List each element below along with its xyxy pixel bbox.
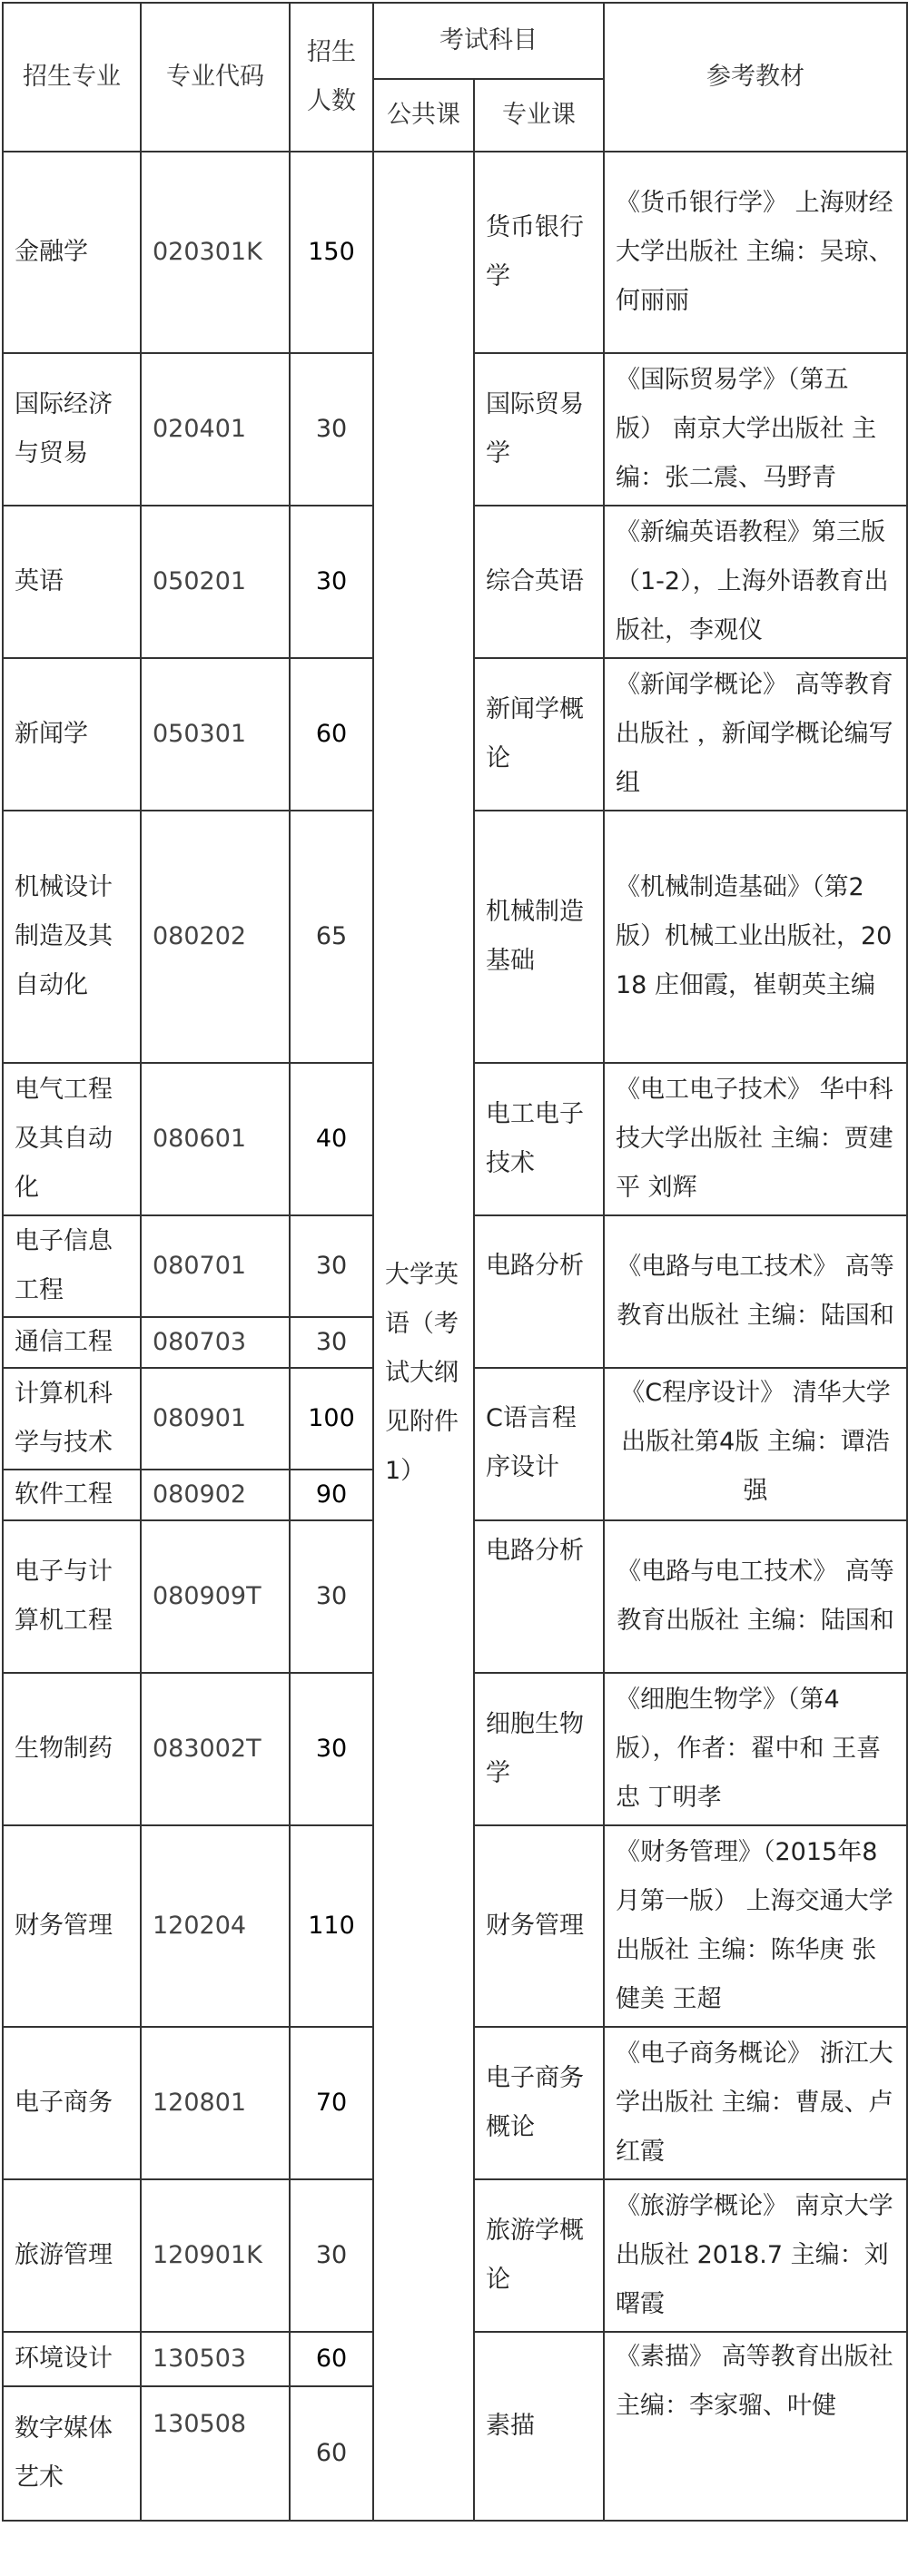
- textbook-cell: 《C程序设计》 清华大学出版社第4版 主编：谭浩强: [604, 1368, 907, 1520]
- course-cell: 财务管理: [474, 1825, 604, 2027]
- enroll-cell: 110: [290, 1825, 373, 2027]
- course-cell: 机械制造基础: [474, 811, 604, 1063]
- code-cell: 080701: [141, 1215, 290, 1317]
- code-cell: 050201: [141, 506, 290, 658]
- textbook-cell: 《电工电子技术》 华中科技大学出版社 主编：贾建平 刘辉: [604, 1063, 907, 1215]
- enroll-cell: 70: [290, 2027, 373, 2179]
- enroll-cell: 30: [290, 506, 373, 658]
- header-subjects: 考试科目: [373, 3, 604, 79]
- code-cell: 020301K: [141, 152, 290, 353]
- course-cell: 细胞生物学: [474, 1673, 604, 1825]
- enroll-cell: 30: [290, 1215, 373, 1317]
- major-cell: 金融学: [3, 152, 141, 353]
- major-cell: 电子与计算机工程: [3, 1520, 141, 1673]
- header-row: [3, 3, 907, 79]
- course-cell: 货币银行学: [474, 152, 604, 353]
- enroll-cell: 30: [290, 1673, 373, 1825]
- textbook-cell: 《电子商务概论》 浙江大学出版社 主编：曹晟、卢红霞: [604, 2027, 907, 2179]
- major-cell: 环境设计: [3, 2332, 141, 2386]
- enroll-cell: 60: [290, 2332, 373, 2386]
- code-cell: 050301: [141, 658, 290, 811]
- enroll-cell: 65: [290, 811, 373, 1063]
- textbook-cell: 《货币银行学》 上海财经大学出版社 主编：吴琼、何丽丽: [604, 152, 907, 353]
- course-cell: 旅游学概论: [474, 2179, 604, 2332]
- code-cell: 120901K: [141, 2179, 290, 2332]
- textbook-cell: 《机械制造基础》（第2版）机械工业出版社，2018 庄佃霞，崔朝英主编: [604, 811, 907, 1063]
- course-cell: 素描: [474, 2332, 604, 2521]
- enroll-cell: 60: [290, 658, 373, 811]
- enroll-cell: 30: [290, 353, 373, 506]
- code-cell: 020401: [141, 353, 290, 506]
- major-cell: 财务管理: [3, 1825, 141, 2027]
- textbook-cell: 《国际贸易学》（第五版） 南京大学出版社 主编：张二震、马野青: [604, 353, 907, 506]
- course-cell: 新闻学概论: [474, 658, 604, 811]
- major-cell: 电子商务: [3, 2027, 141, 2179]
- textbook-cell: 《电路与电工技术》 高等教育出版社 主编：陆国和: [604, 1215, 907, 1368]
- course-cell: C语言程序设计: [474, 1368, 604, 1520]
- course-cell: 综合英语: [474, 506, 604, 658]
- code-cell: 080901: [141, 1368, 290, 1470]
- textbook-cell: 《新闻学概论》 高等教育出版社 ，新闻学概论编写组: [604, 658, 907, 811]
- major-cell: 国际经济与贸易: [3, 353, 141, 506]
- major-cell: 电气工程及其自动化: [3, 1063, 141, 1215]
- header-textbook: 参考教材: [604, 3, 907, 152]
- major-cell: 新闻学: [3, 658, 141, 811]
- major-cell: 英语: [3, 506, 141, 658]
- textbook-cell: 《旅游学概论》 南京大学出版社 2018.7 主编：刘曙霞: [604, 2179, 907, 2332]
- header-major: 招生专业: [3, 3, 141, 152]
- textbook-cell: 《电路与电工技术》 高等教育出版社 主编：陆国和: [604, 1520, 907, 1673]
- header-major-course: 专业课: [474, 79, 604, 152]
- enroll-cell: 90: [290, 1470, 373, 1520]
- textbook-cell: 《细胞生物学》（第4版），作者：翟中和 王喜忠 丁明孝: [604, 1673, 907, 1825]
- major-cell: 计算机科学与技术: [3, 1368, 141, 1470]
- header-enroll: 招生人数: [290, 3, 373, 152]
- major-cell: 通信工程: [3, 1317, 141, 1368]
- major-cell: 数字媒体艺术: [3, 2386, 141, 2521]
- code-cell: 080202: [141, 811, 290, 1063]
- code-cell: 120801: [141, 2027, 290, 2179]
- course-cell: 电工电子技术: [474, 1063, 604, 1215]
- code-cell: 120204: [141, 1825, 290, 2027]
- course-cell: 国际贸易学: [474, 353, 604, 506]
- enroll-cell: 30: [290, 1317, 373, 1368]
- enroll-cell: 150: [290, 152, 373, 353]
- textbook-cell: 《新编英语教程》第三版（1-2），上海外语教育出版社，李观仪: [604, 506, 907, 658]
- textbook-cell: 《财务管理》（2015年8月第一版） 上海交通大学出版社 主编：陈华庚 张健美 王超: [604, 1825, 907, 2027]
- major-cell: 电子信息工程: [3, 1215, 141, 1317]
- code-cell: 130503: [141, 2332, 290, 2386]
- enroll-cell: 30: [290, 2179, 373, 2332]
- enrollment-table: [2, 2, 908, 2522]
- major-cell: 机械设计制造及其自动化: [3, 811, 141, 1063]
- public-course-cell: 大学英语（考试大纲见附件1）: [373, 152, 474, 2521]
- major-cell: 生物制药: [3, 1673, 141, 1825]
- major-cell: 软件工程: [3, 1470, 141, 1520]
- major-cell: 旅游管理: [3, 2179, 141, 2332]
- header-code: 专业代码: [141, 3, 290, 152]
- course-cell: 电路分析: [474, 1520, 604, 1673]
- code-cell: 130508: [141, 2386, 290, 2521]
- code-cell: 080703: [141, 1317, 290, 1368]
- course-cell: 电路分析: [474, 1215, 604, 1368]
- textbook-cell: 《素描》 高等教育出版社 主编：李家骝、叶健: [604, 2332, 907, 2521]
- code-cell: 080601: [141, 1063, 290, 1215]
- enroll-cell: 60: [290, 2386, 373, 2521]
- course-cell: 电子商务概论: [474, 2027, 604, 2179]
- enroll-cell: 40: [290, 1063, 373, 1215]
- code-cell: 080902: [141, 1470, 290, 1520]
- code-cell: 080909T: [141, 1520, 290, 1673]
- enroll-cell: 30: [290, 1520, 373, 1673]
- header-public-course: 公共课: [373, 79, 474, 152]
- code-cell: 083002T: [141, 1673, 290, 1825]
- table-row: [3, 152, 907, 353]
- enroll-cell: 100: [290, 1368, 373, 1470]
